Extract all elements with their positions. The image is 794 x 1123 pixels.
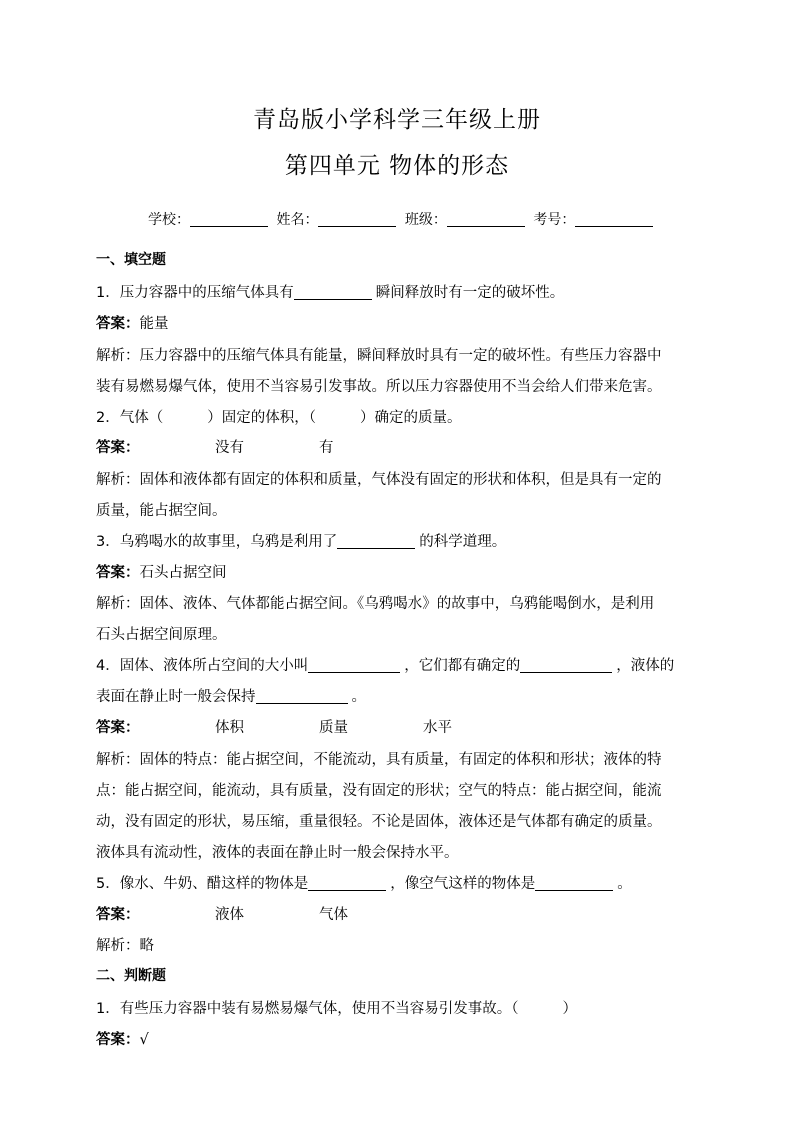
j1-close: ） [562, 1001, 577, 1017]
answer-label: 答案： [96, 565, 140, 581]
answer-label: 答案： [96, 316, 140, 332]
q5-text-c: 。 [617, 876, 632, 892]
document-subtitle: 第四单元 物体的形态 [284, 153, 510, 179]
q2-text-a: 2．气体（ [96, 410, 164, 426]
q1-answer-value: 能量 [139, 316, 169, 332]
student-info-line [148, 209, 657, 229]
answer-label: 答案： [96, 720, 140, 736]
q1-explanation-1: 解析：压力容器中的压缩气体具有能量，瞬间释放时具有一定的破坏性。有些压力容器中 [96, 348, 662, 364]
q3-explanation-1: 解析：固体、液体、气体都能占据空间。《乌鸦喝水》的故事中，乌鸦能喝倒水，是利用 [96, 596, 655, 612]
q5-text-b: ，像空气这样的物体是 [390, 876, 536, 892]
q5-answer-value-2: 气体 [319, 907, 348, 923]
number-blank[interactable] [575, 212, 653, 227]
q4-answer-value-2: 质量 [319, 720, 348, 736]
q5-explanation: 解析：略 [96, 938, 154, 954]
q2-text-c: ）确定的质量。 [359, 410, 462, 426]
q1-text-pre: 1．压力容器中的压缩气体具有 [96, 285, 294, 301]
q3-answer [96, 561, 227, 582]
name-blank[interactable] [318, 212, 396, 227]
answer-label: 答案： [96, 1032, 140, 1048]
j1-answer [96, 1028, 149, 1049]
q3-blank[interactable] [337, 534, 415, 549]
q4-explanation-4: 液体具有流动性，液体的表面在静止时一般会保持水平。 [96, 845, 459, 861]
q4-blank-1[interactable] [308, 658, 400, 673]
j1-text: 1．有些压力容器中装有易燃易爆气体，使用不当容易引发事故。（ [96, 1001, 519, 1017]
q1-question [96, 281, 564, 302]
class-label: 班级： [404, 212, 447, 228]
q5-text-a: 5．像水、牛奶、醋这样的物体是 [96, 876, 309, 892]
q2-answer [96, 436, 140, 457]
q4-explanation-2: 点：能占据空间，能流动，具有质量，没有固定的形状；空气的特点：能占据空间，能流 [96, 783, 662, 799]
answer-label: 答案： [96, 907, 140, 923]
q4-text-e: 。 [351, 689, 366, 705]
q5-blank-2[interactable] [535, 876, 613, 891]
q2-explanation-1: 解析：固体和液体都有固定的体积和质量，气体没有固定的形状和体积，但是具有一定的 [96, 472, 662, 488]
q5-answer-value-1: 液体 [215, 907, 244, 923]
q1-blank[interactable] [294, 285, 372, 300]
q4-text-d: 表面在静止时一般会保持 [96, 689, 256, 705]
class-blank[interactable] [447, 212, 525, 227]
name-label: 姓名： [276, 212, 319, 228]
q2-explanation-2: 质量，能占据空间。 [96, 503, 227, 519]
q3-explanation-2: 石头占据空间原理。 [96, 627, 227, 643]
q2-answer-value-2: 有 [319, 440, 334, 456]
q3-text-pre: 3．乌鸦喝水的故事里，乌鸦是利用了 [96, 534, 338, 550]
q4-text-c: ，液体的 [616, 658, 675, 674]
number-label: 考号： [533, 212, 576, 228]
q2-answer-value-1: 没有 [215, 440, 244, 456]
q4-answer-value-3: 水平 [423, 720, 452, 736]
q4-explanation-3: 动，没有固定的形状，易压缩，重量很轻。不论是固体，液体还是气体都有确定的质量。 [96, 814, 662, 830]
q3-answer-value: 石头占据空间 [139, 565, 227, 581]
school-blank[interactable] [190, 212, 268, 227]
q5-answer [96, 903, 140, 924]
q4-answer [96, 716, 140, 737]
q4-answer-value-1: 体积 [215, 720, 244, 736]
q1-text-post: 瞬间释放时有一定的破坏性。 [375, 285, 565, 301]
document-title: 青岛版小学科学三年级上册 [253, 107, 541, 133]
section-fill-blank-heading: 一、填空题 [96, 252, 166, 268]
q5-question [96, 872, 632, 893]
q4-question-line-2 [96, 685, 366, 706]
q4-question-line-1 [96, 654, 674, 675]
q3-text-post: 的科学道理。 [419, 534, 507, 550]
q1-explanation-2: 装有易燃易爆气体，使用不当容易引发事故。所以压力容器使用不当会给人们带来危害。 [96, 379, 662, 395]
j1-answer-value: √ [139, 1032, 149, 1048]
q2-text-b: ）固定的体积，（ [207, 410, 316, 426]
q4-text-b: ，它们都有确定的 [404, 658, 521, 674]
j1-question [96, 997, 577, 1018]
q1-answer [96, 312, 169, 333]
section-judgement-heading: 二、判断题 [96, 968, 166, 984]
q4-text-a: 4．固体、液体所占空间的大小叫 [96, 658, 309, 674]
q4-blank-3[interactable] [256, 689, 348, 704]
answer-label: 答案： [96, 440, 140, 456]
q4-blank-2[interactable] [520, 658, 612, 673]
q4-explanation-1: 解析：固体的特点：能占据空间，不能流动，具有质量，有固定的体积和形状；液体的特 [96, 752, 662, 768]
q3-question [96, 530, 506, 551]
q5-blank-1[interactable] [308, 876, 386, 891]
q2-question [96, 406, 461, 427]
school-label: 学校： [148, 212, 190, 228]
